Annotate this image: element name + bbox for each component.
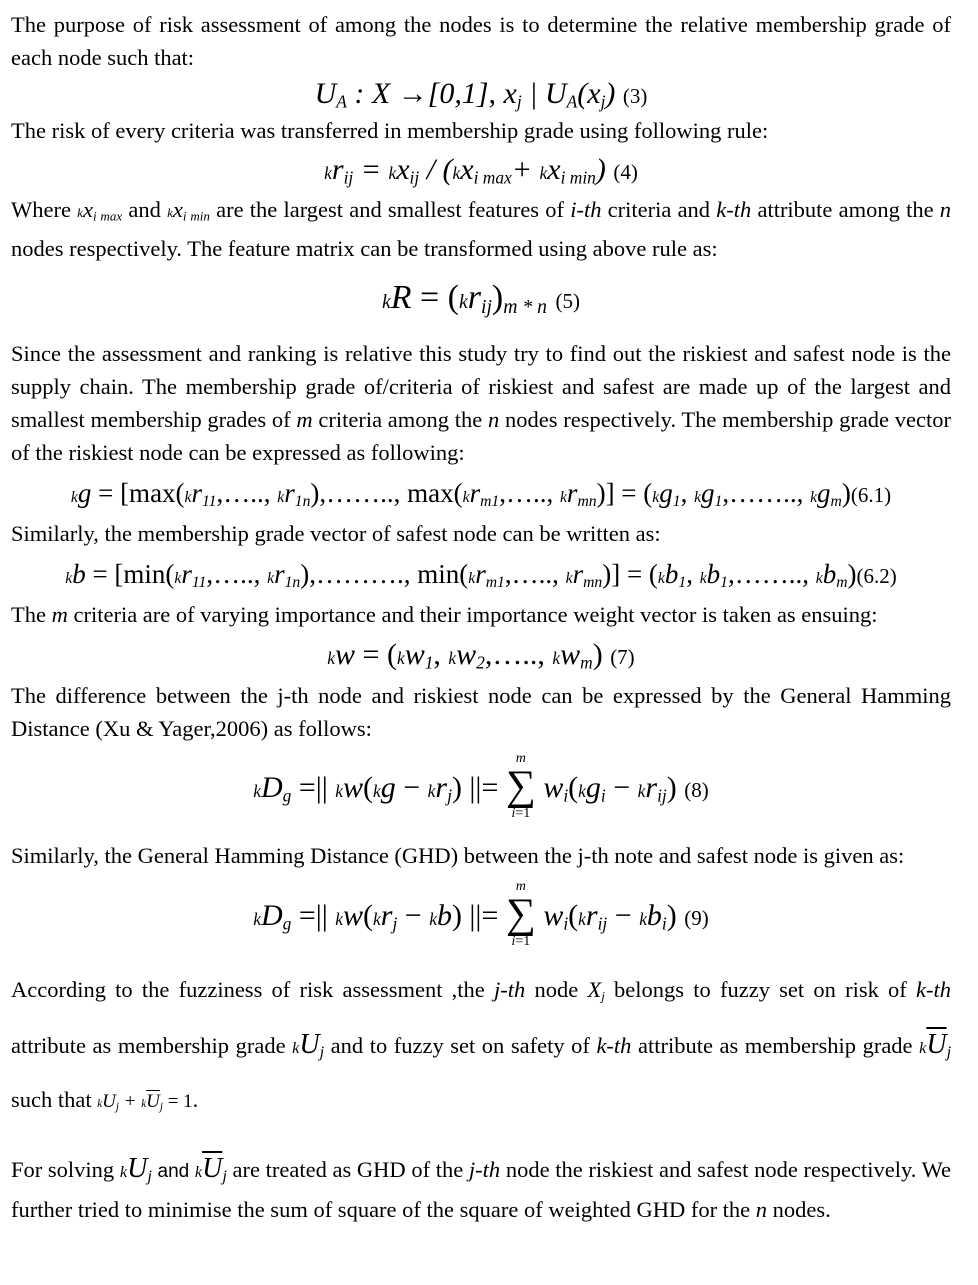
paragraph-fuzziness: According to the fuzziness of risk assessment ,the j-th node Xj belongs to fuzzy set on risk of k-th attribute as membership grade kUj and to fuzzy set on safety of k-th attribute as membership grade $k\overline{U}j$ such that kUj + $k\overline{U}j = 1$. — [11, 977, 952, 1113]
paragraph-ghd-safest: Similarly, the General Hamming Distance (GHD) between the j-th note and safest node is given as: — [11, 843, 905, 869]
equation-6-1: kg = [max(kr11,….., kr1n),…….., max(krm1,….., krmn)] = (kg1, kg1,…….., kgm)(6.1) — [70, 478, 892, 511]
paragraph-since: Since the assessment and ranking is relative this study try to find out the riskiest and safest node is the supply chain. The membership grade of/criteria of riskiest and safest are made up of the largest and smallest membership grades of m criteria among the n nodes respectively. The membership grade vector of the riskiest node can be expressed as following: — [11, 341, 951, 466]
equation-9: kDg =|| kw(krj − kb) ||= m ∑ i=1 wi(krij − kbi) (9) — [253, 879, 709, 950]
equation-3: UA : X →[0,1], xj | UA(xj) (3) — [314, 77, 648, 112]
paragraph-solving: For solving kUj and $k\overline{U}j$ are treated as GHD of the j-th node the riskiest and safest node respectively. We further tried to minimise the sum of square of the square of weighted GHD for the n nodes. — [11, 1153, 952, 1223]
equation-6-2: kb = [min(kr11,….., kr1n),………., min(krm1,….., krmn)] = (kb1, kb1,…….., kbm)(6.2) — [65, 559, 897, 592]
paper-page — [11, 8, 951, 1226]
equation-4-number: (4) — [613, 160, 638, 184]
equation-5-number: (5) — [555, 289, 581, 314]
paragraph-difference: The difference between the j-th node and riskiest node can be expressed by the General Hamming Distance (Xu & Yager,2006) as follows: — [11, 683, 951, 742]
paragraph-purpose: The purpose of risk assessment of among the nodes is to determine the relative membership grade of each node such that: — [11, 12, 951, 70]
equation-8-number: (8) — [684, 778, 709, 803]
equation-4: krij = kxij / (kxi max+ kxi min) (4) — [324, 153, 638, 188]
equation-3-number: (3) — [622, 84, 648, 108]
spacer — [11, 1130, 951, 1152]
paragraph-where: Where kxi max and kxi min are the largest and smallest features of i-th criteria and k-th attribute among the n nodes respectively. The feature matrix can be transformed using above rule as: — [11, 197, 952, 262]
equation-8: kDg =|| kw(kg − krj) ||= m ∑ i=1 wi(kgi − krij) (8) — [253, 751, 709, 822]
equation-6-1-number: (6.1) — [850, 483, 892, 508]
paragraph-safest-vector: Similarly, the membership grade vector of safest node can be written as: — [11, 521, 661, 547]
paragraph-weights: The m criteria are of varying importance and their importance weight vector is taken as ensuing: — [11, 602, 878, 628]
equation-7-number: (7) — [610, 645, 635, 670]
equation-5: kR = (krij)m * n (5) — [381, 279, 581, 319]
paragraph-transfer-rule: The risk of every criteria was transferred in membership grade using following rule: — [11, 118, 769, 143]
equation-7: kw = (kw1, kw2,….., kwm) (7) — [327, 638, 635, 673]
equation-9-number: (9) — [684, 906, 709, 931]
equation-6-2-number: (6.2) — [856, 564, 897, 589]
